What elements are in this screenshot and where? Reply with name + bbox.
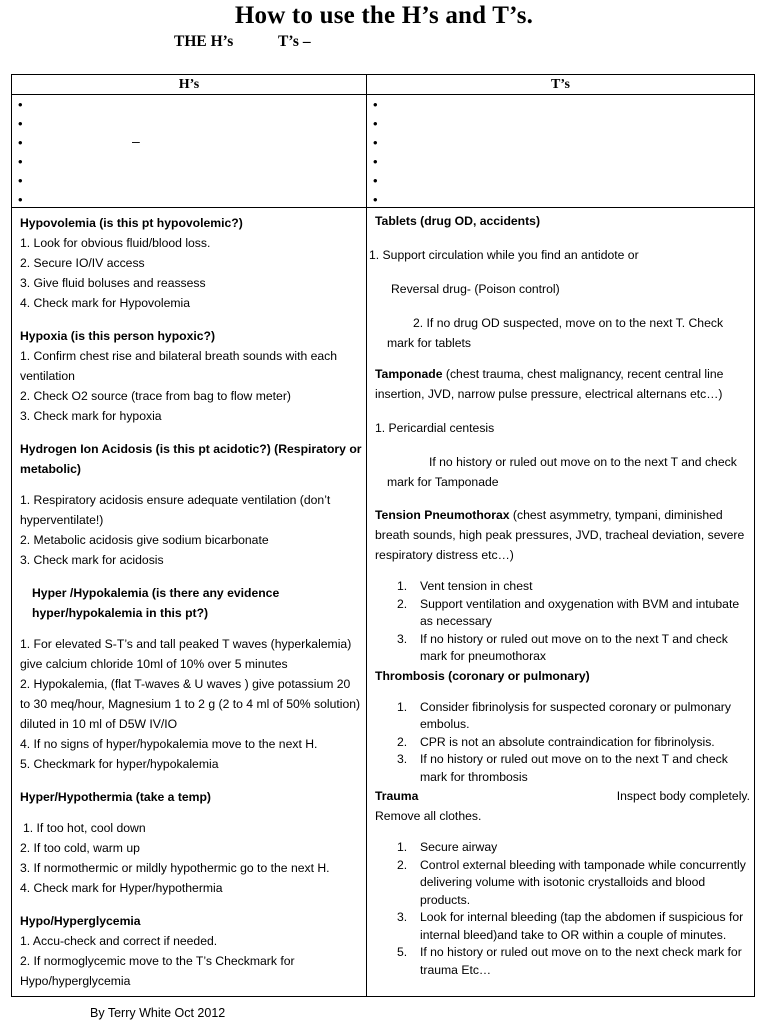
step-line: 1. Accu-check and correct if needed. <box>20 934 218 948</box>
list-item <box>12 133 366 152</box>
list-item-text: Support ventilation and oxygenation with BVM and intubate as necessary <box>420 596 740 628</box>
list-item-text: CPR is not an absolute contraindication for fibrinolysis. <box>420 734 715 749</box>
section-heading: Tension Pneumothorax <box>375 508 510 522</box>
step-line: 4. Check mark for Hypovolemia <box>20 296 191 310</box>
list-item: 1. Vent tension in chest <box>397 579 533 593</box>
step-line: 1. Confirm chest rise and bilateral breath sounds with each ventilation <box>20 349 338 383</box>
thermia-section <box>20 787 362 898</box>
step-line: 1. Pericardial centesis <box>375 421 495 435</box>
step-line: 5. Checkmark for hyper/hypokalemia <box>20 757 219 771</box>
step-line: 2. Check O2 source (trace from bag to flow meter) <box>20 389 291 403</box>
acidosis-section <box>20 439 362 570</box>
section-heading: Hypoxia (is this person hypoxic?) <box>20 329 216 343</box>
list-item-text: If no history or ruled out move on to the next check mark for trauma Etc… <box>420 945 742 977</box>
tension-steps <box>375 578 750 666</box>
hs-detail-column <box>12 208 366 991</box>
section-heading: Hyper /Hypokalemia (is there any evidence hyper/hypokalemia in this pt?) <box>32 586 280 620</box>
list-item-text: If no history or ruled out move on to the next T and check mark for thrombosis <box>420 752 728 784</box>
list-item <box>367 95 754 114</box>
column-header-ts: T’s <box>367 75 754 95</box>
section-heading: Tamponade <box>375 367 443 381</box>
page-title: How to use the H’s and T’s. <box>234 2 534 29</box>
step-line: 3. If normothermic or mildly hypothermic go to the next H. <box>20 861 330 875</box>
step-line: 4. If no signs of hyper/hypokalemia move to the next H. <box>20 737 318 751</box>
list-item: 2. CPR is not an absolute contraindication for fibrinolysis. <box>397 734 715 749</box>
section-description: (chest trauma, chest malignancy, recent central line insertion, JVD, narrow pulse pressure, electrical alternans etc…) <box>375 367 724 401</box>
author-byline: By Terry White Oct 2012 <box>90 1006 226 1020</box>
list-item: 3. If no history or ruled out move on to the next T and check mark for thrombosis <box>397 752 728 784</box>
column-divider <box>366 208 367 996</box>
list-item: 1. Consider fibrinolysis for suspected coronary or pulmonary embolus. <box>397 699 731 731</box>
step-line: 2. Secure IO/IV access <box>20 256 145 270</box>
step-line: 1. Respiratory acidosis ensure adequate ventilation (don’t hyperventilate!) <box>20 493 331 527</box>
bullet-icon: • <box>18 173 23 188</box>
list-item <box>12 114 366 133</box>
step-line: 1. Look for obvious fluid/blood loss. <box>20 236 211 250</box>
column-header-hs: H’s <box>12 75 366 95</box>
bullet-list-hs <box>12 95 366 209</box>
list-item <box>12 152 366 171</box>
step-line: 1. If too hot, cool down <box>23 821 146 835</box>
detail-box <box>11 207 755 997</box>
section-paragraph <box>375 364 750 404</box>
list-item <box>367 171 754 190</box>
step-line: 2. If too cold, warm up <box>20 841 140 855</box>
section-heading: Hypo/Hyperglycemia <box>20 914 141 928</box>
list-item-text: Consider fibrinolysis for suspected coronary or pulmonary embolus. <box>420 699 731 731</box>
list-item: 2. Support ventilation and oxygenation with BVM and intubate as necessary <box>397 596 740 628</box>
bullet-icon: • <box>18 154 23 169</box>
hypoxia-section <box>20 326 362 426</box>
bullet-icon: • <box>373 154 378 169</box>
list-item-text: Look for internal bleeding (tap the abdomen if suspicious for internal bleed)and take to OR within a couple of minutes. <box>420 910 744 942</box>
list-item: 1. Secure airway <box>397 840 498 854</box>
step-line: 1. Support circulation while you find an antidote or <box>369 248 639 262</box>
trauma-section <box>375 786 750 979</box>
list-item-text: Control external bleeding with tamponade while concurrently delivering volume with isotonic crystalloids and blood products. <box>420 857 746 907</box>
hypovolemia-section <box>20 213 362 313</box>
summary-table <box>11 74 755 208</box>
step-line: Reversal drug- (Poison control) <box>391 282 560 296</box>
bullet-list-ts <box>367 95 754 209</box>
list-item <box>12 95 366 114</box>
section-heading: Thrombosis (coronary or pulmonary) <box>375 668 590 683</box>
thrombosis-section <box>375 666 750 787</box>
section-description: Inspect body completely. <box>616 789 750 803</box>
subtitle-hs: THE H’s <box>174 33 234 50</box>
section-paragraph <box>375 505 750 565</box>
list-item-text: If no history or ruled out move on to the next T and check mark for pneumothorax <box>420 631 728 663</box>
step-line: 1. For elevated S-T’s and tall peaked T waves (hyperkalemia) give calcium chloride 10ml of 10% over 5 minutes <box>20 637 352 671</box>
list-item-text: Secure airway <box>420 840 498 854</box>
list-item: 3. If no history or ruled out move on to the next T and check mark for pneumothorax <box>397 631 728 663</box>
bullet-icon: • <box>373 116 378 131</box>
bullet-icon: • <box>373 97 378 112</box>
list-item-text: – <box>132 133 140 149</box>
section-heading: Hydrogen Ion Acidosis (is this pt acidotic?) (Respiratory or metabolic) <box>20 442 362 476</box>
list-item <box>367 152 754 171</box>
step-line: 2. Metabolic acidosis give sodium bicarbonate <box>20 533 269 547</box>
bullet-icon: • <box>373 192 378 207</box>
subtitle-ts: T’s – <box>278 33 311 50</box>
section-heading: Hyper/Hypothermia (take a temp) <box>20 790 211 804</box>
tablets-section <box>369 211 750 353</box>
tamponade-section <box>375 364 750 492</box>
bullet-icon: • <box>18 135 23 150</box>
section-heading: Trauma <box>375 789 419 803</box>
section-paragraph <box>375 786 750 806</box>
bullet-icon: • <box>18 116 23 131</box>
list-item <box>367 114 754 133</box>
thrombosis-steps <box>375 699 750 787</box>
list-item: 5. If no history or ruled out move on to the next check mark for trauma Etc… <box>397 945 742 977</box>
summary-column-ts <box>367 75 754 207</box>
step-line: 3. Give fluid boluses and reassess <box>20 276 206 290</box>
step-line: 3. Check mark for hypoxia <box>20 409 162 423</box>
trauma-steps <box>375 839 750 979</box>
step-line: 2. Hypokalemia, (flat T-waves & U waves ) give potassium 20 to 30 meq/hour, Magnesium 1 to 2 g (2 to 4 ml of 50% solution) diluted in 10 ml of D5W IV/IO <box>20 677 361 731</box>
section-description-line: Remove all clothes. <box>375 809 482 823</box>
kalemia-section <box>20 583 362 774</box>
tension-section <box>375 505 750 666</box>
glycemia-section <box>20 911 362 991</box>
bullet-icon: • <box>373 173 378 188</box>
section-description: (chest asymmetry, tympani, diminished breath sounds, high peak pressures, JVD, tracheal deviation, severe respiratory distress etc…) <box>375 508 745 562</box>
step-line: 4. Check mark for Hyper/hypothermia <box>20 881 223 895</box>
list-item: 3. Look for internal bleeding (tap the abdomen if suspicious for internal bleed)and take to OR within a couple of minutes. <box>397 910 744 942</box>
section-heading: Tablets (drug OD, accidents) <box>375 214 541 228</box>
bullet-icon: • <box>18 192 23 207</box>
summary-column-hs <box>12 75 367 207</box>
ts-detail-column <box>369 208 754 979</box>
bullet-icon: • <box>373 135 378 150</box>
section-heading: Hypovolemia (is this pt hypovolemic?) <box>20 216 243 230</box>
step-line: 3. Check mark for acidosis <box>20 553 164 567</box>
list-item-text: Vent tension in chest <box>420 579 533 593</box>
bullet-icon: • <box>18 97 23 112</box>
list-item: 2. Control external bleeding with tamponade while concurrently delivering volume with isotonic crystalloids and blood products. <box>397 857 746 907</box>
list-item <box>12 171 366 190</box>
step-line: If no history or ruled out move on to the next T and check mark for Tamponade <box>387 455 737 489</box>
step-line: 2. If normoglycemic move to the T’s Checkmark for Hypo/hyperglycemia <box>20 954 295 988</box>
list-item <box>367 133 754 152</box>
step-line: 2. If no drug OD suspected, move on to the next T. Check mark for tablets <box>387 316 724 350</box>
